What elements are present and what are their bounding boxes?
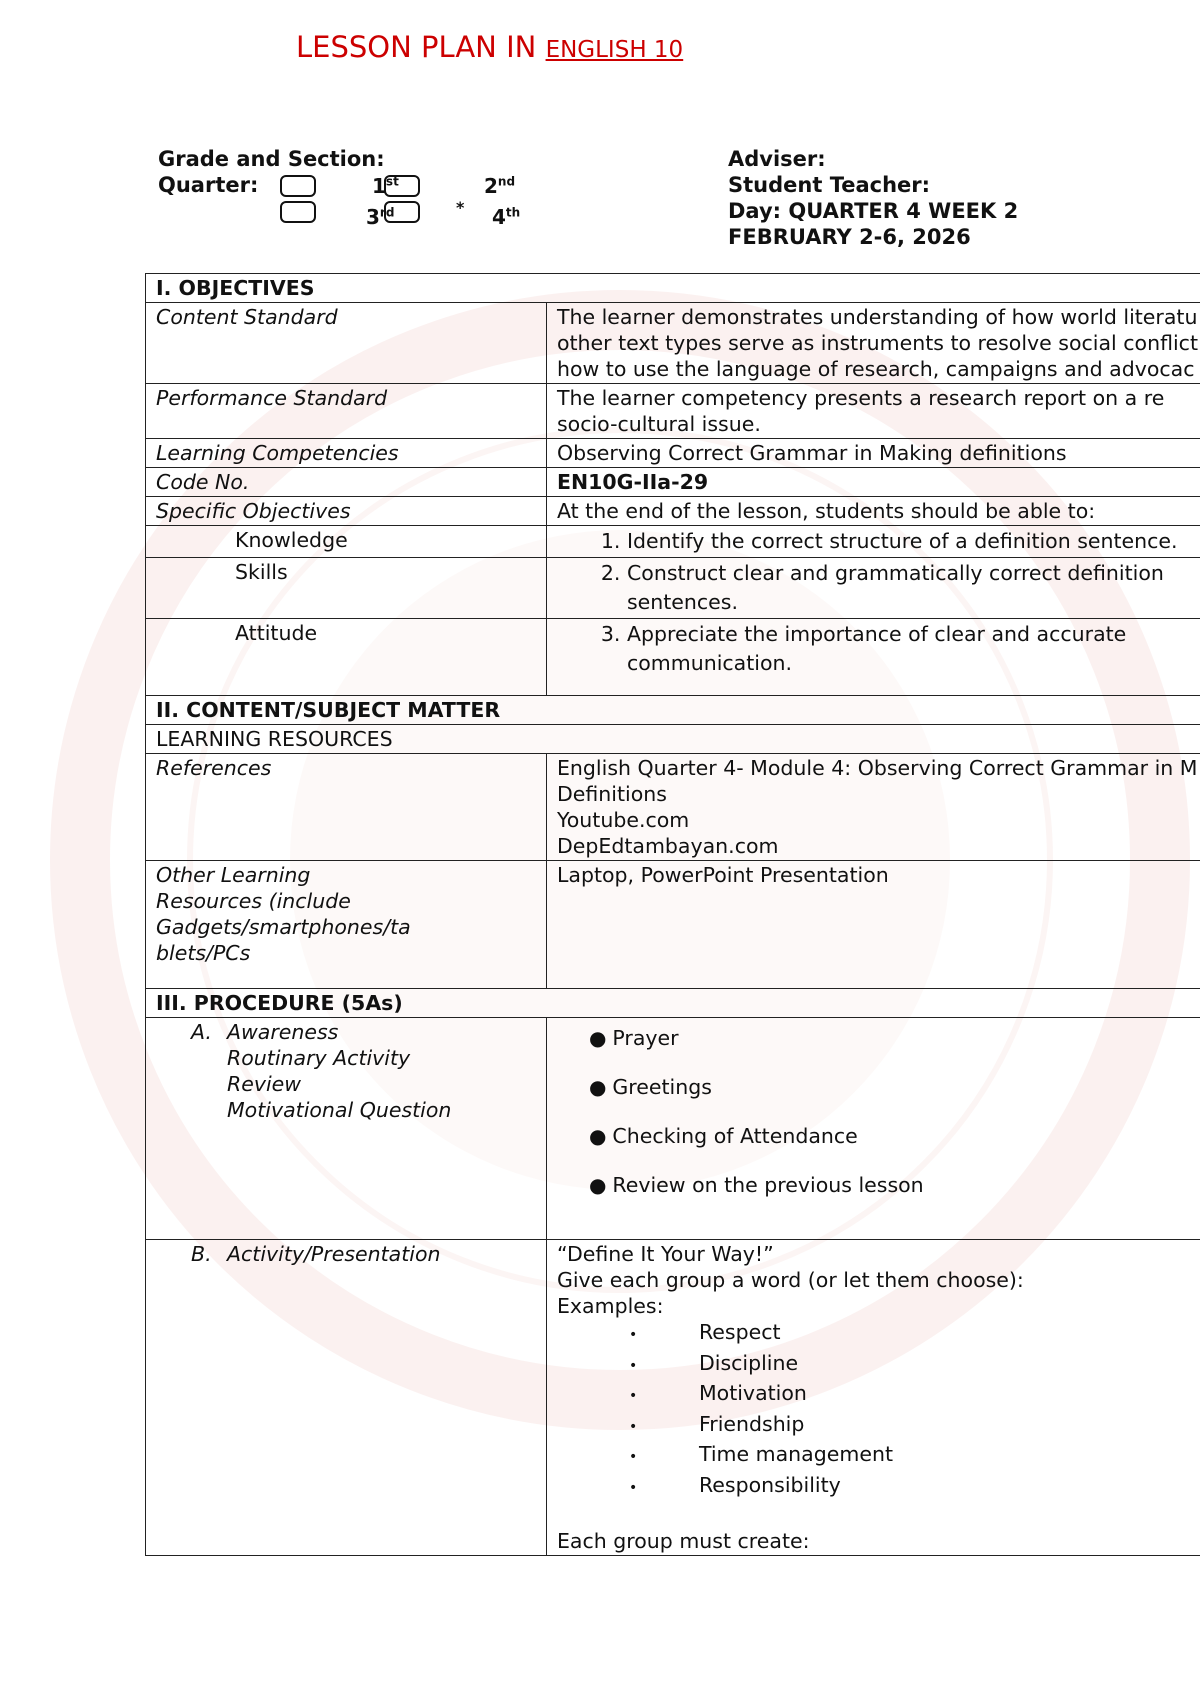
student-teacher-label: Student Teacher: [728,173,931,197]
objectives-heading: I. OBJECTIVES [146,274,1200,303]
attitude-row [146,619,1200,696]
quarter-3rd-label: 3rd [366,205,395,229]
code-row [146,468,1200,497]
list-item: ● Prayer [589,1025,1198,1051]
list-item: ● Checking of Attendance [589,1123,1198,1149]
content-standard-row [146,303,1200,384]
skills-value [546,558,1200,619]
procedure-heading: III. PROCEDURE (5As) [146,989,1200,1018]
attitude-value [546,619,1200,696]
lesson-plan-table [145,273,1200,1556]
date-label: FEBRUARY 2-6, 2026 [728,225,971,249]
other-resources-row [146,861,1200,989]
awareness-label: A. Awareness Routinary Activity Review Motivational Question [146,1018,547,1240]
activity-instruction: Give each group a word (or let them choose): [556,1268,1024,1292]
star-mark: * [456,198,465,217]
learning-competencies-row [146,439,1200,468]
activity-row [146,1240,1200,1556]
content-heading: II. CONTENT/SUBJECT MATTER [146,696,1200,725]
other-resources-label: Other Learning Resources (include Gadgets/smartphones/ta blets/PCs [146,861,547,989]
list-item: • Respect [628,1320,781,1344]
learning-competencies-value: Observing Correct Grammar in Making definitions [546,439,1200,468]
procedure-heading-row [146,989,1200,1018]
objective-item: 1. Identify the correct structure of a definition sentence. [627,527,1198,556]
content-standard-value: The learner demonstrates understanding of how world literatu other text types serve as instruments to resolve social conflict how to use the language of research, campaigns and advocac [546,303,1200,384]
references-value: English Quarter 4- Module 4: Observing Correct Grammar in M Definitions Youtube.com DepEdtambayan.com [546,754,1200,861]
subject-title: ENGLISH 10 [545,37,684,63]
objective-item: 3. Appreciate the importance of clear and accurate communication. [627,620,1198,678]
grade-section-label: Grade and Section: [158,147,385,171]
quarter-label: Quarter: [158,173,259,197]
performance-standard-value: The learner competency presents a research report on a re socio-cultural issue. [546,384,1200,439]
page-title: LESSON PLAN IN ENGLISH 10 [296,30,684,64]
code-label: Code No. [146,468,547,497]
specific-objectives-row [146,497,1200,526]
awareness-items [546,1018,1200,1240]
quarter-1st-label: 1st [372,174,399,198]
activity-title: “Define It Your Way!” [556,1242,774,1266]
performance-standard-label: Performance Standard [146,384,547,439]
skills-label: Skills [146,558,547,619]
knowledge-row [146,526,1200,558]
specific-objectives-value: At the end of the lesson, students should be able to: [546,497,1200,526]
content-standard-label: Content Standard [146,303,547,384]
quarter-2nd-label: 2nd [484,174,516,198]
list-item: • Responsibility [628,1472,841,1497]
list-item: • Friendship [628,1411,805,1436]
learning-resources-heading: LEARNING RESOURCES [146,725,1200,754]
content-heading-row [146,696,1200,725]
other-resources-value: Laptop, PowerPoint Presentation [546,861,1200,989]
attitude-label: Attitude [146,619,547,696]
references-label: References [146,754,547,861]
list-item: ● Greetings [589,1074,1198,1100]
references-row [146,754,1200,861]
examples-label: Examples: [556,1294,664,1318]
knowledge-label: Knowledge [146,526,547,558]
awareness-row [146,1018,1200,1240]
learning-competencies-label: Learning Competencies [146,439,547,468]
list-item: • Discipline [628,1350,799,1375]
quarter-4th-label: 4th [492,205,521,229]
specific-objectives-label: Specific Objectives [146,497,547,526]
adviser-label: Adviser: [728,147,826,171]
objective-item: 2. Construct clear and grammatically correct definition sentences. [627,559,1198,617]
list-item: • Motivation [628,1381,807,1405]
objectives-heading-row [146,274,1200,303]
awareness-letter: A. [191,1020,212,1044]
activity-content [546,1240,1200,1556]
quarter-checkbox-b[interactable] [280,201,316,223]
day-label: Day: QUARTER 4 WEEK 2 [728,199,1019,223]
learning-resources-row [146,725,1200,754]
knowledge-value [546,526,1200,558]
activity-label: B. Activity/Presentation [146,1240,547,1556]
list-item: • Time management [628,1442,893,1466]
activity-closing: Each group must create: [556,1529,810,1553]
activity-letter: B. [191,1242,212,1266]
list-item: ● Review on the previous lesson [589,1172,1198,1198]
code-value: EN10G-IIa-29 [546,468,1200,497]
skills-row [146,558,1200,619]
quarter-checkbox-a[interactable] [280,175,316,197]
performance-standard-row [146,384,1200,439]
